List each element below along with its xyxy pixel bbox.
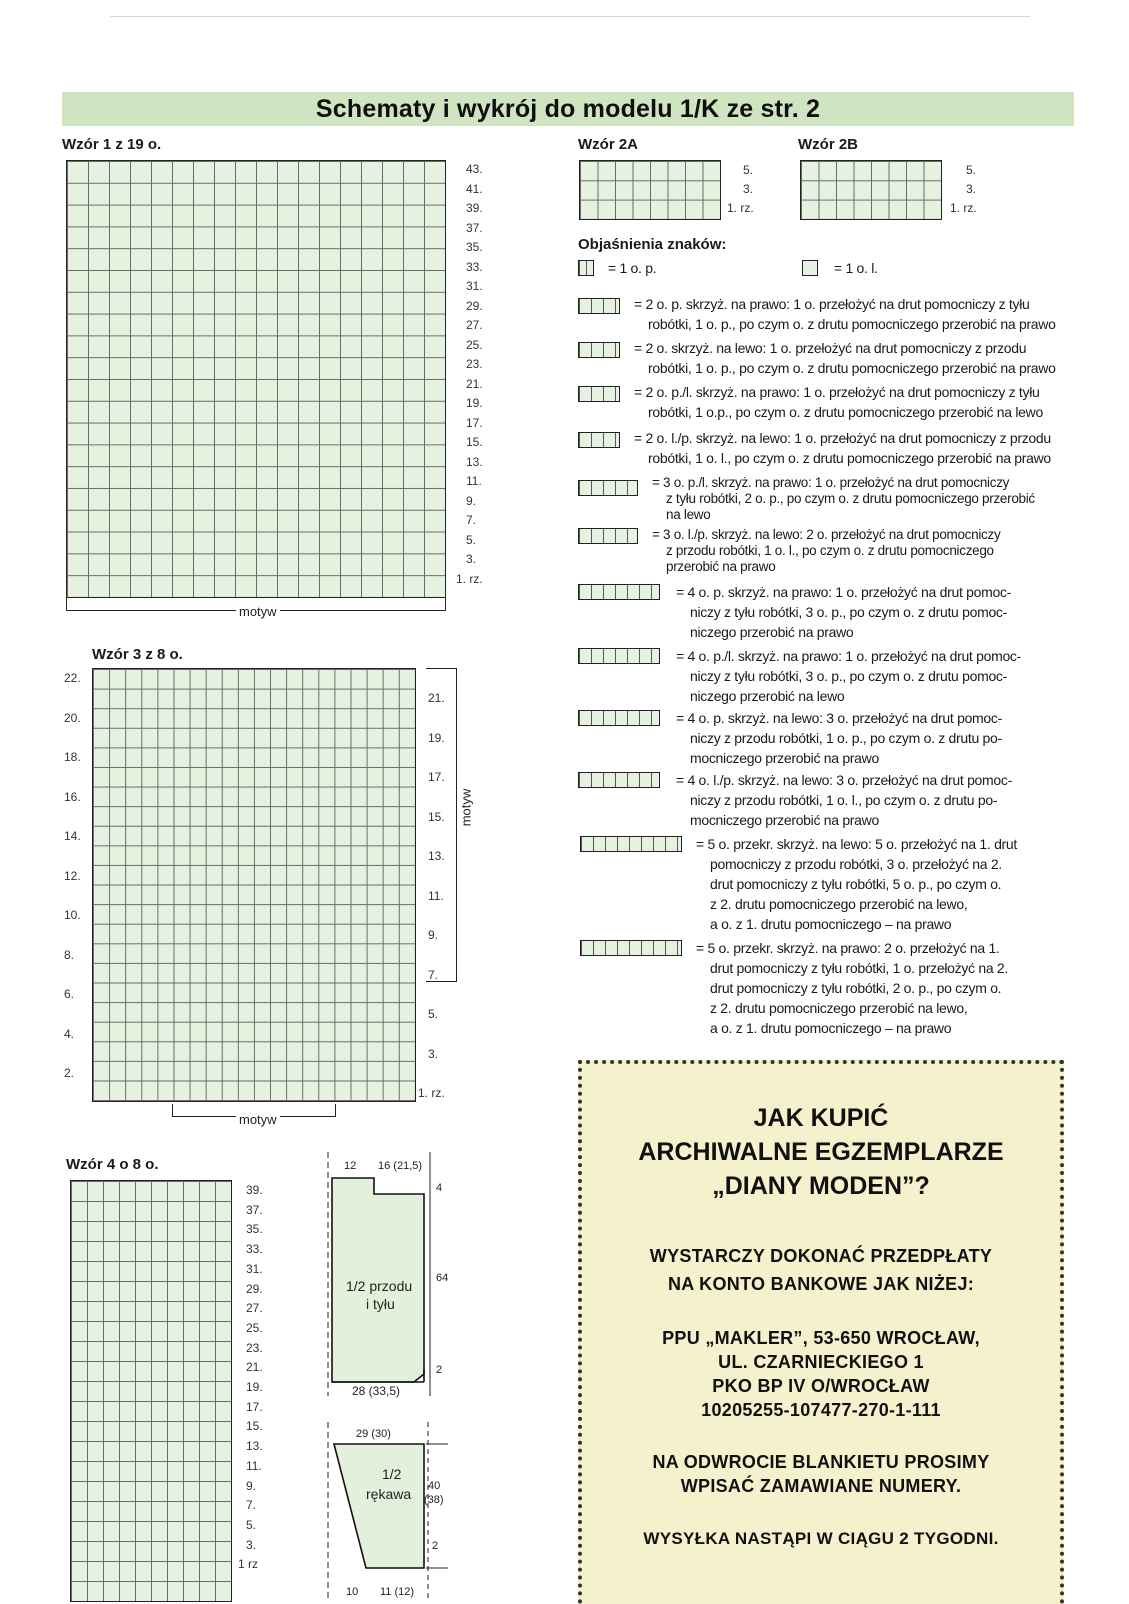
wzor3-chart [92,668,416,1102]
cable-2-left-icon [578,342,620,358]
sleeve-top-dim: 29 (30) [356,1428,391,1440]
sleeve-height-dim-2: (38) [424,1494,444,1506]
order-account-number: 10205255-107477-270-1-111 [701,1400,941,1420]
cable-2-pl-right-icon [578,386,620,402]
body-label-2: i tyłu [366,1296,395,1312]
wzor3-motif-label-vertical: motyw [458,788,474,827]
wzor4-chart [70,1180,232,1602]
wzor2b-chart [800,160,942,220]
wzor3-label: Wzór 3 z 8 o. [92,646,183,663]
order-info-box [578,1060,1064,1604]
knit-stitch-symbol-icon [578,260,594,276]
legend-title: Objaśnienia znaków: [578,236,727,253]
wzor2a-chart [579,160,721,220]
wzor3-motif-bracket-vertical [426,668,457,982]
sleeve-label-2: rękawa [366,1486,412,1502]
cable-4-lp-left-icon [578,772,660,788]
body-top-left-dim: 12 [344,1160,357,1172]
cable-5-right-icon [580,940,682,956]
cable-4-left-icon [578,710,660,726]
order-para3-line1: NA ODWROCIE BLANKIETU PROSIMY [652,1452,990,1472]
order-heading-3: „DIANY MODEN”? [712,1172,930,1200]
wzor1-motif-label: motyw [236,604,280,619]
order-para3-line2: WPISAĆ ZAMAWIANE NUMERY. [680,1476,962,1496]
sleeve-label-1: 1/2 [382,1466,402,1482]
body-schematic [322,1150,472,1400]
body-height-dim: 64 [436,1272,449,1284]
sleeve-bottom-dim-1: 10 [346,1586,359,1598]
wzor4-label: Wzór 4 o 8 o. [66,1156,159,1173]
order-heading-1: JAK KUPIĆ [753,1104,889,1132]
order-para2-line3: PKO BP IV O/WROCŁAW [712,1376,930,1396]
cable-3-lp-left-icon [578,528,638,544]
cable-3-pl-right-icon [578,480,638,496]
order-para1-line1: WYSTARCZY DOKONAĆ PRZEDPŁATY [649,1246,993,1266]
body-bottom-dim: 28 (33,5) [352,1384,401,1398]
cable-2-lp-left-icon [578,432,620,448]
body-shoulder-dim: 4 [436,1182,443,1194]
order-heading-2: ARCHIWALNE EGZEMPLARZE [638,1138,1004,1166]
wzor2b-label: Wzór 2B [798,136,858,153]
cable-4-pl-right-icon [578,648,660,664]
body-top-right-dim: 16 (21,5) [378,1160,423,1172]
sleeve-schematic [322,1420,472,1600]
order-para2-line2: UL. CZARNIECKIEGO 1 [718,1352,924,1372]
body-hem-dim: 2 [436,1364,443,1376]
cable-2-right-icon [578,298,620,314]
wzor1-chart [66,160,446,598]
wzor2a-label: Wzór 2A [578,136,638,153]
cable-4-right-icon [578,584,660,600]
order-shipping-note: WYSYŁKA NASTĄPI W CIĄGU 2 TYGODNI. [643,1529,999,1548]
order-para2-line1: PPU „MAKLER”, 53-650 WROCŁAW, [662,1328,980,1348]
purl-stitch-symbol-icon [802,260,818,276]
body-label-1: 1/2 przodu [346,1278,413,1294]
wzor3-motif-label: motyw [236,1112,280,1127]
page-title: Schematy i wykrój do modelu 1/K ze str. 2 [62,92,1074,126]
sleeve-height-dim-1: 40 [428,1480,441,1492]
wzor1-label: Wzór 1 z 19 o. [62,136,162,153]
sleeve-cuff-dim: 2 [432,1540,439,1552]
cable-5-left-icon [580,836,682,852]
sleeve-bottom-dim-2: 11 (12) [380,1586,415,1598]
top-rule [110,16,1030,17]
order-para1-line2: NA KONTO BANKOWE JAK NIŻEJ: [667,1274,975,1294]
